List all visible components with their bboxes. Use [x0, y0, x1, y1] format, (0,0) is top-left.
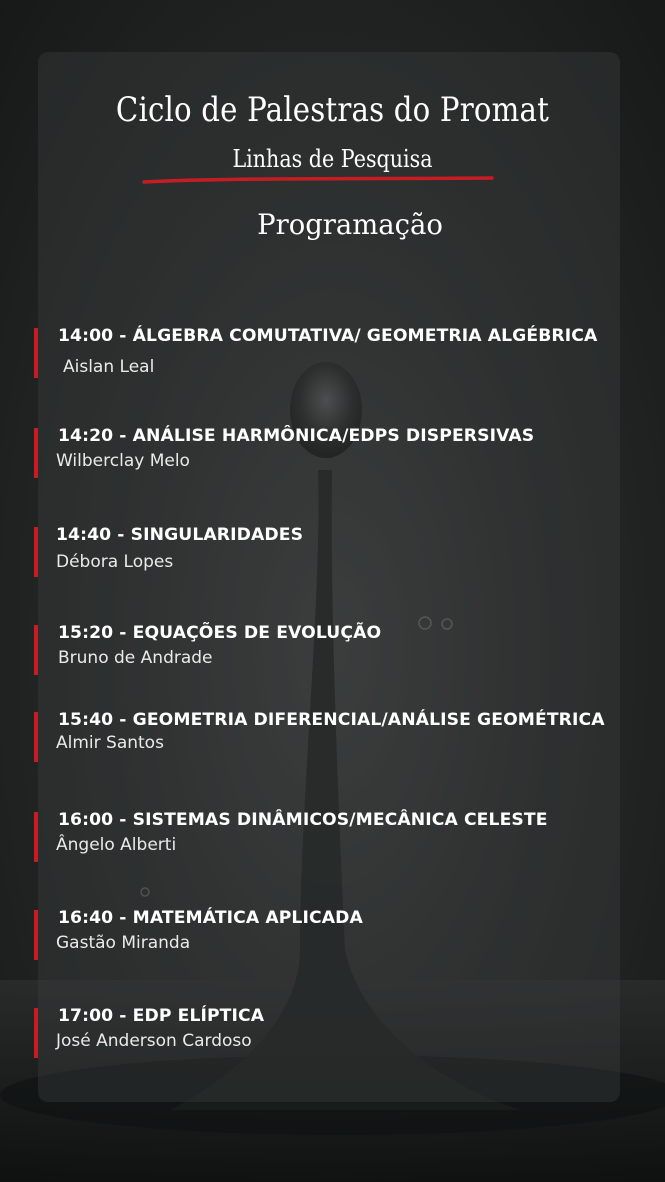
accent-bar [34, 428, 38, 478]
schedule-item [34, 426, 634, 478]
session-speaker: Bruno de Andrade [58, 648, 213, 668]
accent-bar [34, 328, 38, 378]
schedule-item [34, 525, 634, 577]
page-subtitle: Linhas de Pesquisa [232, 145, 433, 173]
accent-bar [34, 712, 38, 762]
schedule-item [34, 908, 634, 960]
session-speaker: Débora Lopes [56, 552, 174, 572]
session-speaker: Wilberclay Melo [56, 451, 190, 471]
schedule-item [34, 710, 634, 762]
session-speaker: Almir Santos [56, 733, 164, 753]
section-heading: Programação [257, 208, 443, 241]
accent-bar [34, 910, 38, 960]
accent-bar [34, 625, 38, 675]
session-title: 14:40 - SINGULARIDADES [56, 525, 304, 545]
session-title: 17:00 - EDP ELÍPTICA [58, 1006, 265, 1026]
schedule-item [34, 623, 634, 675]
accent-bar [34, 1008, 38, 1058]
session-speaker: José Anderson Cardoso [56, 1031, 252, 1051]
session-speaker: Aislan Leal [63, 357, 155, 377]
session-title: 16:40 - MATEMÁTICA APLICADA [58, 908, 363, 928]
session-title: 16:00 - SISTEMAS DINÂMICOS/MECÂNICA CELESTE [58, 810, 548, 830]
schedule-item [34, 810, 634, 862]
session-speaker: Gastão Miranda [56, 933, 191, 953]
session-speaker: Ângelo Alberti [56, 835, 177, 855]
session-title: 15:20 - EQUAÇÕES DE EVOLUÇÃO [58, 623, 382, 643]
page-title: Ciclo de Palestras do Promat [115, 90, 550, 130]
subtitle-underline [140, 174, 500, 188]
session-title: 14:20 - ANÁLISE HARMÔNICA/EDPS DISPERSIVAS [58, 426, 535, 446]
schedule-item [34, 1006, 634, 1058]
session-title: 14:00 - ÁLGEBRA COMUTATIVA/ GEOMETRIA ALGÉBRICA [58, 326, 598, 346]
accent-bar [34, 812, 38, 862]
schedule-item [34, 326, 634, 378]
accent-bar [34, 527, 38, 577]
session-title: 15:40 - GEOMETRIA DIFERENCIAL/ANÁLISE GEOMÉTRICA [58, 710, 605, 730]
